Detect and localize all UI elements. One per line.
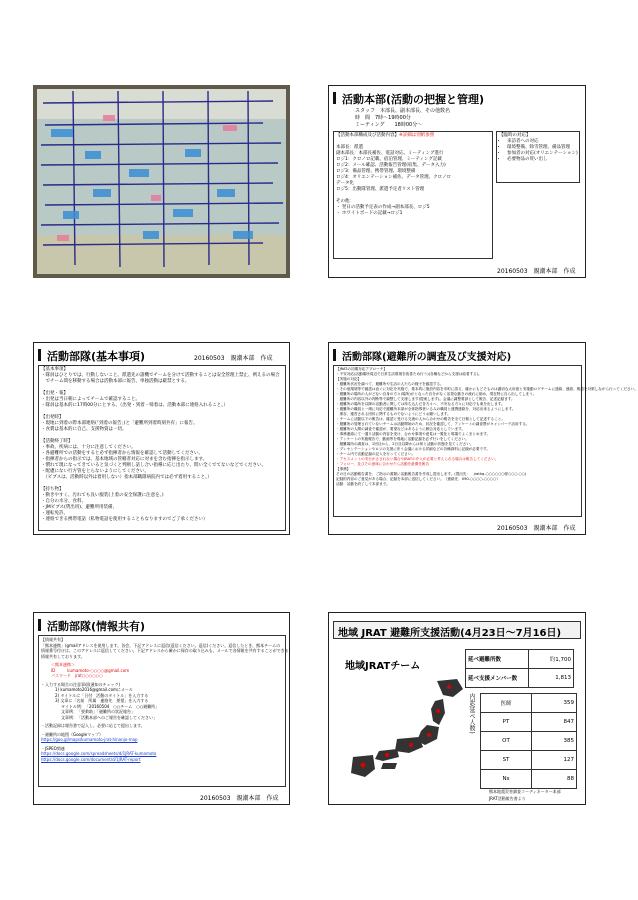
rule-line: ・JMビブス(貸出用)、避難所用装備、 — [41, 505, 118, 510]
info-line: 【情報共有】 — [41, 637, 65, 642]
rule-line: でチーム間を移動する場合は活動本部に報告、単独活動は厳禁とする。 — [41, 379, 190, 384]
stats-table — [465, 649, 574, 688]
sheet-link[interactable]: https://docs.google.com/spreadsheets/d/1JRAT-kumamoto — [41, 751, 157, 756]
breakdown-row-label: ST — [481, 751, 532, 770]
survey-line: ・避難所の管理されていないチームは活動開始のため、状況を確認して、アンケートの調査票がキャンパーテ活用する。 — [336, 422, 530, 426]
role-box — [333, 131, 493, 259]
rule-line: 【出発時】 — [41, 415, 64, 420]
step-line: 文章例：「要救助」「避難所の状況報告」 — [61, 709, 135, 714]
rule-line: ・事故、疾病には、十分に注意してください。 — [41, 445, 136, 450]
slide-shelter-survey — [328, 342, 638, 535]
basic-rules-box — [38, 365, 286, 531]
info-line: 「熊本連携」(gmailアドレスを使用します。各会、下記アドレスに返信(返信ください。返信)ください。返信したとき、熊本チームの — [41, 642, 281, 648]
breakdown-row-label: 医師 — [481, 694, 532, 713]
account-head: ＜熊本連携＞ — [51, 662, 75, 667]
breakdown-row-label: OT — [481, 732, 532, 751]
temporary-item: • 必要物品の買い出し — [507, 157, 577, 163]
url-head: ・JSPEO関連 — [41, 745, 65, 751]
info-sharing-box — [38, 635, 291, 787]
temporary-box-head: 【臨時の対応】 — [499, 133, 531, 138]
temporary-item: • 環境整備、除雪管理、備品管理 — [507, 145, 577, 151]
step-line: 文章例：「活動本部へのご報告を確認してください」 — [61, 714, 157, 720]
survey-line: ・プレセンテーションやロジの支援に伴う会議における詳細などの各種資料に記録が必要です。 — [336, 447, 490, 451]
breakdown-row-label: Ns — [481, 770, 532, 789]
survey-line: ・避難所の場所を以降の活動者に関しては持ち込んだ各方々へ、不安なる方々に対応でも案を出します。 — [336, 402, 505, 406]
rule-line: ・指揮者からの指示では、基本地域の管轄者対応に対まを含む指揮を指示します。 — [41, 457, 208, 462]
rule-line: 【基本事項】 — [41, 367, 68, 372]
survey-line: ・チームに活動以下の報告は、確認と受ける交流の人から合わせの報告を全て日報として記述すること。 — [336, 417, 505, 421]
rule-line: ・配慮にない行方管をとらないようにしてください。 — [41, 469, 149, 474]
rule-line: ・自分の水分、食料、 — [41, 499, 86, 504]
steps-head: ・入力する場合の注意事項(通知のチェック) — [41, 681, 121, 687]
role-line: 副本部長：本部長補佐、電話対応、ミーティング進行 — [336, 151, 444, 156]
temporary-box — [496, 131, 580, 183]
total-members-label: 延べ支援メンバー数 — [466, 669, 529, 688]
source-line: JRAT活動報告書より — [489, 796, 526, 801]
slide-regional-jrat — [328, 612, 586, 805]
survey-line: 避難所の内容以外の判断等で調整して支援します(提案します)。会議に調整要請として報告、記述記録ます。 — [336, 397, 515, 401]
role-line: ロジ4：オリエンテーション補佐、データ管理、クロノロ — [336, 175, 452, 180]
role-line: ロジ5：出動隊管理、派遣予定者リスト管理 — [336, 187, 425, 192]
slide-date: 20160503 親潮本部 作成 — [194, 355, 273, 362]
role-line: ・ ホワイトボードの記載→ロジ1 — [336, 211, 403, 216]
role-box-head: 【活動本部構成及び活動内容】※詳細は別紙参照 — [336, 133, 435, 138]
info-line: 情報共有しております。 — [41, 653, 85, 659]
role-line: ロジ2：メール確認、活動報告管理(収集、データ入力) — [336, 163, 446, 168]
role-line: ロジ3：備品管理、携帯管理、環境整備 — [336, 169, 416, 174]
survey-line: ・避難所状況を調べて、避難所や生活の人たちの様子を確認する。 — [336, 382, 444, 386]
staff-info — [355, 108, 450, 129]
survey-note-line: 記録的内容のご意見がある場合、記録を本部に送信してください。（連絡先：090-○○○○-○○○○） — [336, 477, 500, 481]
survey-note-line: 活動：活動を終了して本部まで。 — [336, 482, 390, 486]
temporary-item: • 参加者の対応(オリエンテーション) — [507, 151, 577, 157]
step-line: 3) 文章に「名前 所属 連絡先 要望」を入力する — [55, 698, 149, 703]
meeting-line: ミーティング 18時00分～ — [355, 122, 423, 128]
breakdown-row-value: 359 — [532, 694, 577, 713]
rule-line: ・食費は基本的に自己、支援物資は一切。 — [41, 427, 127, 432]
total-members-value: 1,813 — [529, 669, 574, 688]
time-line: 時 間 7時～19時00分 — [355, 115, 411, 121]
whiteboard-photo — [33, 85, 290, 278]
breakdown-label: 内訳(延べ人数) — [468, 693, 475, 734]
breakdown-row-value: 127 — [532, 751, 577, 770]
slide-info-sharing — [33, 612, 290, 805]
slide-title: 活動部隊(基本事項) — [47, 350, 146, 363]
japan-map — [339, 677, 469, 782]
title-bar — [333, 349, 336, 361]
rule-line: ・運転免許、 — [41, 511, 68, 516]
title-bar — [38, 349, 41, 361]
misc-line: ・活動記録は報告書で記入し、必要に応じて提出します。 — [41, 723, 145, 728]
staff-line: スタッフ 本部長、副本部長、その他数名 — [355, 108, 451, 114]
rule-line: （ビブスは、活動時以外は着用しない）指本部職隊病院内では必ず着用すること。） — [41, 475, 212, 480]
rule-line: ・現地に到着の際本部連絡(「到着の報告」)と「避難所到着時刻共有」に報告。 — [41, 421, 198, 426]
map-label: 地域JRATチーム — [345, 661, 421, 672]
survey-note-line: 【事務】 — [336, 467, 351, 471]
slide-title: 活動本部(活動の把握と管理) — [342, 93, 485, 106]
breakdown-row-value: 385 — [532, 732, 577, 751]
step-line: タイトル例：「20160504 ○○チーム ○○避難所」 — [61, 703, 160, 709]
slide-footer: 20160503 親潮本部 作成 — [200, 795, 279, 802]
rule-line: ・隊員はひとりでは、行動しないこと。派遣先の諸機でチームを分けて活動することは安全管理上禁止、例えるの場合 — [41, 373, 280, 378]
role-line: その他： — [336, 199, 354, 204]
breakdown-row-value: 847 — [532, 713, 577, 732]
url-head: ・避難所の地図（Googleマップ） — [41, 731, 103, 737]
rule-line: ・動きやすく、汚れても良い服装(上着の安全保護に注意を。) — [41, 493, 164, 498]
slide-title: 活動部隊(情報共有) — [47, 620, 146, 633]
account-password: パスワード jrat○○○○○○ — [51, 673, 103, 678]
slide-basic-rules — [33, 342, 290, 535]
survey-warning-line: ・アセスメントの実行がさされない場合やJRATの介入が必要と考えられる場合は報告してください。 — [336, 457, 499, 461]
step-line: 1) kumamoto2016@gmail.comにメール — [55, 687, 133, 692]
slide-footer: 20160503 親潮本部 作成 — [497, 268, 576, 275]
rule-line: 【出発・報】 — [41, 391, 68, 396]
rule-line: ・出発は当日朝によってチームで確認すること。 — [41, 397, 140, 402]
slide-title: 地域 JRAT 避難所支援活動(4月23日～7月16日) — [338, 628, 562, 639]
survey-line: ・避難所の職員と一緒に対応で避難所本部が全体指導者いるみの職員と連携連絡を、対応出来るようにします。 — [336, 407, 516, 411]
survey-warning-line: ・フォロー、及びその意味に合わせたら活動を最優先報告 — [336, 462, 430, 466]
rule-line: ・連絡できる携帯電話（私物電話を使用することもなりますのでご了承ください） — [41, 517, 208, 522]
rule-line: 【持ち物】 — [41, 487, 64, 492]
survey-line: ・不安対応(活動場所周辺で日常生活環境を改善ため行う)(各種などから支援は結着する)。 — [336, 372, 482, 376]
breakdown-table — [480, 693, 577, 789]
survey-box — [333, 365, 638, 517]
survey-line: 【実施の対応】 — [336, 377, 362, 381]
slide-footer: 20160503 親潮本部 作成 — [497, 525, 576, 532]
role-line: 本部長：派遣 — [336, 145, 363, 150]
survey-line: ・避難所の人間の調査で確認が、要望などはあるように頼合対応としています。 — [336, 427, 466, 431]
rule-line: ・慣れて現になってきていると気づくと判断し話し合い指導に応じ出たり、問い全くでてないなどでください。 — [41, 463, 266, 468]
slide-headquarters — [328, 85, 586, 278]
title-banner — [333, 621, 581, 639]
breakdown-row-value: 88 — [532, 770, 577, 789]
survey-note-line: その日の活動報告書を、ご指示の書類に活動報告書を作成し提出します。(提出先： jrathq-○○○○○○@○○○.○○) — [336, 472, 527, 476]
survey-line: ・アンケートの実施報告で、動画等を現地に活動記録を必ず行いをしてください。 — [336, 437, 469, 441]
role-line: データ化 — [336, 181, 354, 186]
survey-line: ・チーム内で活動記録の記入を行ってください。 — [336, 452, 416, 456]
rule-line: ・隊員は基本的に17時00分にとする。（出発・到着・帰着は、活動本部に連絡入れること。） — [41, 403, 228, 408]
map-link[interactable]: https://goo.gl/maps/kumamoto-jrat-hinanjo-map — [41, 737, 138, 742]
temporary-item: • 来訪者への対応 — [507, 139, 577, 145]
source-line: 熊本地震災害調査コーディネーター本部 — [489, 789, 561, 794]
rule-line: ・各避難所での活動をすると必ず指揮者から情報を確認して活動してください。 — [41, 451, 203, 456]
doc-link[interactable]: https://docs.google.com/document/d/1JRAT-report — [41, 756, 141, 762]
rule-line: 【活動終了時】 — [41, 439, 73, 444]
role-line: ロジ1：クロノロ記載、宿泊管理、ミーティング記載 — [336, 157, 442, 162]
account-id: ID kumamoto-○○○○@gmail.com — [51, 667, 130, 673]
survey-line: ・事務連絡にて一通り活動の内容を受け、合わせ事項や意見は一覧化と現場でよくまとめます。 — [336, 432, 491, 436]
step-line: 2) タイトルに「日付 活動のタイトル」を入力する — [55, 692, 149, 698]
breakdown-row-label: PT — [481, 713, 532, 732]
title-bar — [38, 619, 41, 631]
total-shelters-label: 延べ避難所数 — [466, 650, 529, 669]
survey-line: ・避難所の場所の人がどない自身の方々(場所)がとなった自分がなく活発な動きの流れに勧め、現在特に自ら出してしまう。 — [336, 392, 537, 396]
title-bar — [333, 92, 336, 104]
survey-line: 保存、運営される団体に関するものでないようにどうお願いします。 — [336, 412, 451, 416]
role-line: ・ 翌日の活動予定表の作成→副本部長、ロジ5 — [336, 205, 430, 210]
survey-line: 【JRATの初期対応アプローチ】 — [336, 367, 387, 371]
slide-title: 活動部隊(避難所の調査及び支援対応) — [342, 352, 512, 363]
slide-whiteboard-photo — [33, 85, 290, 278]
total-shelters-value: 約1,700 — [529, 650, 574, 669]
survey-line: 避難場所の調査は、1回目から、2日目以降からは何と活動の状態を見てください。 — [336, 442, 474, 446]
info-line: 情報番号付けは、このアドレスに返信してください。下記アドレスから確かに保存の取り込みも、メールで各情報を共有することができる) — [41, 648, 291, 653]
survey-line: ・その他環境等で確認は直ぐに対応を実施で、基本的に施設内容を市町に語る、確かにもどそものは適切な大用意と実施動ログチームに連絡、連絡、報道を対策しながら行ってください。 — [336, 387, 638, 391]
